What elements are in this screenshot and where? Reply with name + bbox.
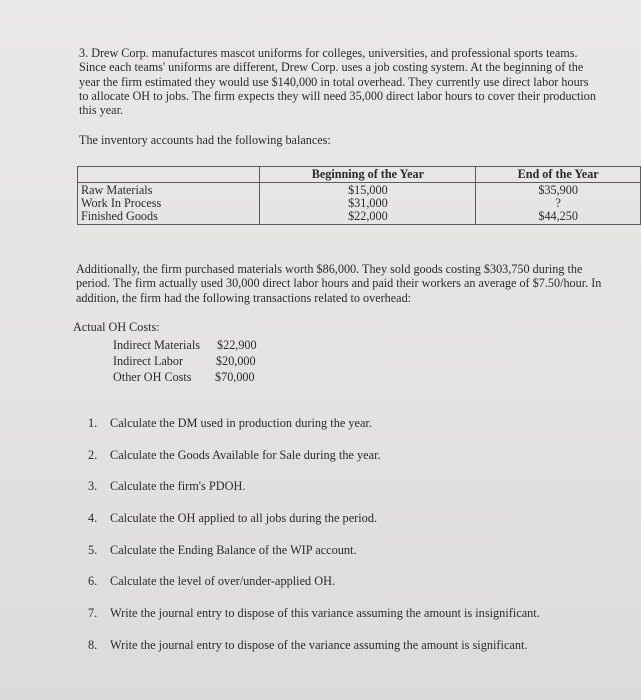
question-text: Write the journal entry to dispose of the variance assuming the amount is significant.: [110, 638, 528, 652]
oh-cost-label: Indirect Materials: [113, 338, 200, 352]
oh-cost-amount: $22,900: [217, 338, 257, 352]
beginning-cell: [260, 183, 476, 225]
problem-intro-paragraph: 3. Drew Corp. manufactures mascot uniforms for colleges, universities, and professional sports teams. Since each teams' uniforms are different, Drew Corp. uses a job costing system. At the beginning of the year the firm estimated they would use $140,000 in total overhead. They currently use direct labor hours to allocate OH to jobs. The firm expects they will need 35,000 direct labor hours to cover their production this year.: [79, 46, 596, 118]
question-text: Calculate the firm's PDOH.: [110, 479, 246, 493]
actual-oh-costs-label: Actual OH Costs:: [73, 320, 160, 334]
account-work-in-process: Work In Process: [81, 196, 162, 210]
question-number: 3.: [88, 479, 98, 493]
table-body-row: [78, 183, 641, 225]
oh-cost-amount: $20,000: [216, 354, 256, 368]
question-number: 7.: [88, 606, 98, 620]
question-text: Calculate the level of over/under-applied OH.: [110, 574, 336, 588]
question-text: Calculate the Goods Available for Sale during the year.: [110, 448, 381, 462]
beginning-finished-goods: $22,000: [348, 209, 388, 223]
question-number: 2.: [88, 448, 98, 462]
question-text: Write the journal entry to dispose of this variance assuming the amount is insignificant.: [110, 606, 540, 620]
inventory-balances-table: [77, 166, 641, 225]
oh-cost-amount: $70,000: [215, 370, 255, 384]
question-number: 1.: [88, 416, 98, 430]
account-cell: [78, 183, 260, 225]
account-raw-materials: Raw Materials: [81, 183, 153, 197]
end-work-in-process: ?: [555, 196, 561, 210]
oh-cost-label: Indirect Labor: [113, 354, 184, 368]
question-number: 8.: [88, 638, 98, 652]
balances-label: The inventory accounts had the following balances:: [79, 133, 331, 147]
end-cell: [476, 183, 641, 225]
beginning-raw-materials: $15,000: [348, 183, 388, 197]
beginning-column-header: Beginning of the Year: [260, 167, 476, 183]
account-column-header: [78, 167, 260, 183]
question-text: Calculate the OH applied to all jobs during the period.: [110, 511, 378, 525]
beginning-work-in-process: $31,000: [348, 196, 388, 210]
end-raw-materials: $35,900: [538, 183, 578, 197]
oh-cost-label: Other OH Costs: [113, 370, 192, 384]
question-number: 5.: [88, 543, 98, 557]
question-number: 4.: [88, 511, 98, 525]
end-column-header: End of the Year: [476, 167, 641, 183]
question-text: Calculate the Ending Balance of the WIP account.: [110, 543, 357, 557]
question-number: 6.: [88, 574, 98, 588]
account-finished-goods: Finished Goods: [81, 209, 158, 223]
end-finished-goods: $44,250: [538, 209, 578, 223]
question-text: Calculate the DM used in production during the year.: [110, 416, 372, 430]
table-header-row: [78, 167, 641, 183]
additional-info-paragraph: Additionally, the firm purchased materials worth $86,000. They sold goods costing $303,750 during the period. The firm actually used 30,000 direct labor hours and paid their workers an average of $7.50/hour. In addition, the firm had the following transactions related to overhead:: [76, 262, 602, 305]
